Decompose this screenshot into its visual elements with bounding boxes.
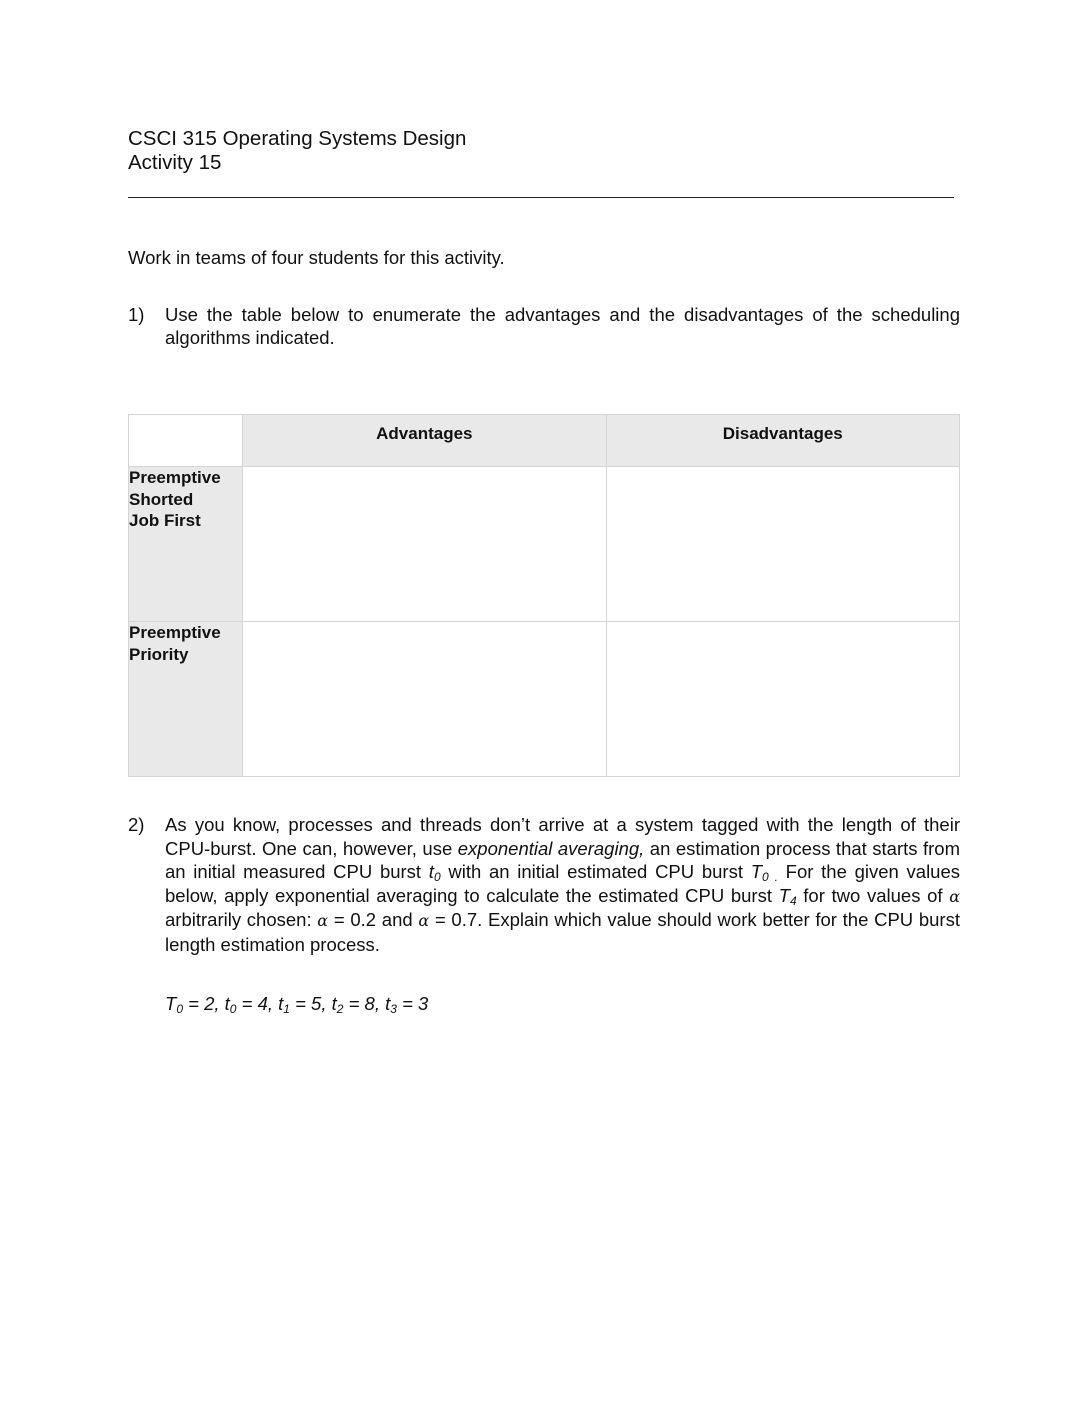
priority-advantages-cell[interactable] (243, 622, 606, 777)
symbol-subscript: 1 (283, 1002, 290, 1016)
symbol-base: t (428, 861, 434, 882)
question-1 (128, 303, 960, 353)
q2-emphasis: exponential averaging, (457, 837, 645, 859)
header-divider (128, 197, 954, 198)
row-label-line: Job First (129, 511, 201, 530)
symbol-base: T (165, 993, 177, 1014)
symbol-subscript: 2 (336, 1002, 344, 1016)
alpha-symbol: α (418, 911, 430, 930)
q2-symbol-T4 (779, 885, 797, 906)
course-title: CSCI 315 Operating Systems Design (128, 127, 467, 150)
row-label-line: Priority (129, 644, 189, 664)
q2-text-segment: = 0.2 and (328, 909, 419, 930)
q2-text-segment: an estimation process that starts from an initial measured CPU burst (165, 837, 961, 882)
sjf-disadvantages-cell[interactable] (606, 467, 959, 622)
q2-symbol-t0 (429, 861, 441, 882)
intro-text: Work in teams of four students for this activity. (128, 247, 505, 268)
symbol-subscript: 0 (229, 1002, 237, 1016)
row-label-line: Preemptive (129, 623, 221, 642)
formula-value: = 3 (396, 993, 429, 1014)
row-label-line: Preemptive (129, 468, 221, 487)
symbol-base: t (385, 993, 391, 1014)
symbol-subscript: 0 . (762, 870, 778, 884)
scheduling-table (128, 414, 960, 777)
document-header (128, 127, 466, 175)
question-2-number: 2) (128, 814, 145, 835)
q2-text-segment: for two values of (796, 884, 950, 906)
advantages-header: Advantages (243, 415, 606, 467)
formula-value: = 5, (289, 993, 332, 1014)
symbol-base: t (331, 993, 337, 1014)
sjf-advantages-cell[interactable] (243, 467, 606, 622)
symbol-subscript: 4 (789, 893, 797, 908)
symbol-base: t (224, 993, 230, 1014)
formula-value: = 8, (343, 993, 386, 1014)
q2-text-segment: with an initial estimated CPU burst (440, 861, 751, 882)
q2-text-segment: arbitrarily chosen: (165, 909, 318, 930)
q2-text-segment: For the given values below, apply exponential averaging to calculate the estimated CPU burst (165, 861, 961, 906)
symbol-base: T (778, 884, 790, 906)
row-label-priority (129, 622, 243, 777)
priority-disadvantages-cell[interactable] (606, 622, 959, 777)
q2-symbol-T0 (751, 861, 778, 882)
table-corner-cell (129, 415, 243, 467)
q2-text-segment: = 0.7. Explain which value should work better for the CPU burst length estimation process. (165, 909, 960, 955)
given-values-formula (165, 992, 428, 1016)
row-label-line: Shorted (129, 489, 194, 509)
symbol-base: T (750, 861, 763, 882)
formula-value: = 2, (183, 993, 225, 1014)
question-1-number: 1) (128, 304, 145, 325)
alpha-symbol: α (949, 886, 960, 906)
q2-text-segment: As you know, processes and threads don’t arrive at a system tagged with the length of their CPU-burst. One can, however, use (165, 814, 960, 859)
question-1-text: Use the table below to enumerate the advantages and the disadvantages of the scheduling algorithms indicated. (165, 304, 960, 348)
disadvantages-header: Disadvantages (606, 415, 959, 467)
question-2 (128, 813, 960, 973)
activity-title: Activity 15 (128, 151, 222, 174)
question-2-text (165, 813, 960, 956)
table-row (129, 467, 960, 622)
symbol-subscript: 0 (433, 870, 441, 884)
symbol-base: t (278, 993, 284, 1014)
row-label-sjf (129, 467, 243, 622)
symbol-subscript: 0 (176, 1002, 183, 1016)
symbol-subscript: 3 (390, 1002, 397, 1016)
table-row (129, 622, 960, 777)
formula-value: = 4, (236, 993, 279, 1014)
table-header-row (129, 415, 960, 467)
alpha-symbol: α (317, 911, 329, 930)
